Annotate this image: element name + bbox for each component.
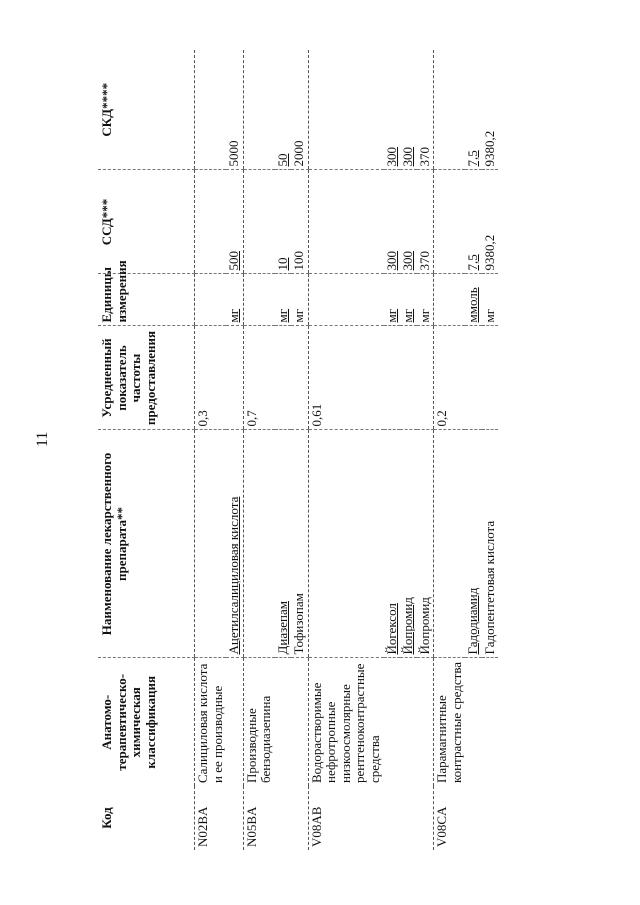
cell-freq: 0,7 (243, 326, 275, 430)
table-row (275, 50, 292, 850)
cell-unit: мг (275, 274, 292, 326)
table-row (465, 50, 482, 850)
cell-unit: мг (384, 274, 401, 326)
cell-code (291, 786, 308, 850)
cell-unit: ммоль (465, 274, 482, 326)
cell-ssd: 10 (275, 170, 292, 274)
table-header-row (98, 50, 195, 850)
cell-drug: Тофизопам (291, 430, 308, 658)
rotated-table-container (98, 50, 528, 850)
cell-ssd (434, 170, 466, 274)
cell-atc: Водорастворимые нефротропные низкоосмолярные рентгеноконтрастные средства (308, 658, 383, 786)
cell-ssd: 9380,2 (482, 170, 499, 274)
header-freq: Усредненный показатель частоты предоставления (98, 326, 195, 430)
cell-unit: мг (400, 274, 417, 326)
cell-ssd (195, 170, 227, 274)
cell-unit: мг (291, 274, 308, 326)
cell-freq (400, 326, 417, 430)
cell-code: N05BA (243, 786, 275, 850)
cell-atc (482, 658, 499, 786)
cell-unit (434, 274, 466, 326)
cell-freq (291, 326, 308, 430)
cell-atc (417, 658, 434, 786)
cell-code (482, 786, 499, 850)
cell-drug: Гадодиамид (465, 430, 482, 658)
cell-atc (465, 658, 482, 786)
cell-freq (226, 326, 243, 430)
cell-code (275, 786, 292, 850)
cell-drug: Йопромид (417, 430, 434, 658)
cell-unit: мг (226, 274, 243, 326)
cell-freq (275, 326, 292, 430)
cell-ssd: 100 (291, 170, 308, 274)
cell-ssd: 300 (384, 170, 401, 274)
table-row (291, 50, 308, 850)
cell-drug (308, 430, 383, 658)
table-row (308, 50, 383, 850)
cell-drug: Ацетилсалициловая кислота (226, 430, 243, 658)
cell-skd (243, 50, 275, 170)
cell-atc: Парамагнитные контрастные средства (434, 658, 466, 786)
cell-drug: Йопромид (400, 430, 417, 658)
cell-drug (195, 430, 227, 658)
table-row (417, 50, 434, 850)
cell-ssd: 370 (417, 170, 434, 274)
header-unit: Единицы измерения (98, 274, 195, 326)
cell-freq (482, 326, 499, 430)
table-row (243, 50, 275, 850)
cell-skd (308, 50, 383, 170)
table-row (384, 50, 401, 850)
cell-skd: 50 (275, 50, 292, 170)
cell-unit: мг (417, 274, 434, 326)
drug-table (98, 50, 498, 850)
cell-drug (434, 430, 466, 658)
cell-unit (243, 274, 275, 326)
cell-skd (195, 50, 227, 170)
cell-atc: Производные бензодиазепина (243, 658, 275, 786)
cell-drug: Йогексол (384, 430, 401, 658)
cell-code: V08CA (434, 786, 466, 850)
cell-drug: Гадопентетовая кислота (482, 430, 499, 658)
cell-atc (275, 658, 292, 786)
cell-freq (465, 326, 482, 430)
cell-ssd (243, 170, 275, 274)
cell-code (400, 786, 417, 850)
cell-atc (291, 658, 308, 786)
cell-code (465, 786, 482, 850)
cell-freq (417, 326, 434, 430)
cell-skd: 7,5 (465, 50, 482, 170)
header-drug: Наименование лекарственного препарата** (98, 430, 195, 658)
cell-unit (308, 274, 383, 326)
table-row (434, 50, 466, 850)
cell-code (417, 786, 434, 850)
cell-skd: 300 (400, 50, 417, 170)
cell-drug: Диазепам (275, 430, 292, 658)
cell-freq: 0,61 (308, 326, 383, 430)
header-code: Код (99, 807, 114, 829)
header-ssd: ССД*** (98, 170, 195, 274)
cell-code: V08AB (308, 786, 383, 850)
header-skd: СКД**** (98, 50, 195, 170)
cell-code (226, 786, 243, 850)
page-number: 11 (34, 431, 51, 447)
table-row (226, 50, 243, 850)
cell-ssd: 500 (226, 170, 243, 274)
cell-unit: мг (482, 274, 499, 326)
table-row (482, 50, 499, 850)
cell-skd: 300 (384, 50, 401, 170)
cell-skd (434, 50, 466, 170)
cell-skd: 370 (417, 50, 434, 170)
cell-atc: Салициловая кислота и ее производные (195, 658, 227, 786)
cell-atc (384, 658, 401, 786)
cell-ssd (308, 170, 383, 274)
cell-code: N02BA (195, 786, 227, 850)
cell-freq: 0,3 (195, 326, 227, 430)
cell-skd: 9380,2 (482, 50, 499, 170)
cell-ssd: 7,5 (465, 170, 482, 274)
cell-ssd: 300 (400, 170, 417, 274)
header-atc: Анатомо-терапевтическо-химическая классификация (99, 673, 158, 771)
table-row (400, 50, 417, 850)
table-row (195, 50, 227, 850)
cell-freq (384, 326, 401, 430)
cell-skd: 5000 (226, 50, 243, 170)
cell-skd: 2000 (291, 50, 308, 170)
cell-freq: 0,2 (434, 326, 466, 430)
cell-code (384, 786, 401, 850)
cell-atc (400, 658, 417, 786)
cell-drug (243, 430, 275, 658)
cell-atc (226, 658, 243, 786)
cell-unit (195, 274, 227, 326)
